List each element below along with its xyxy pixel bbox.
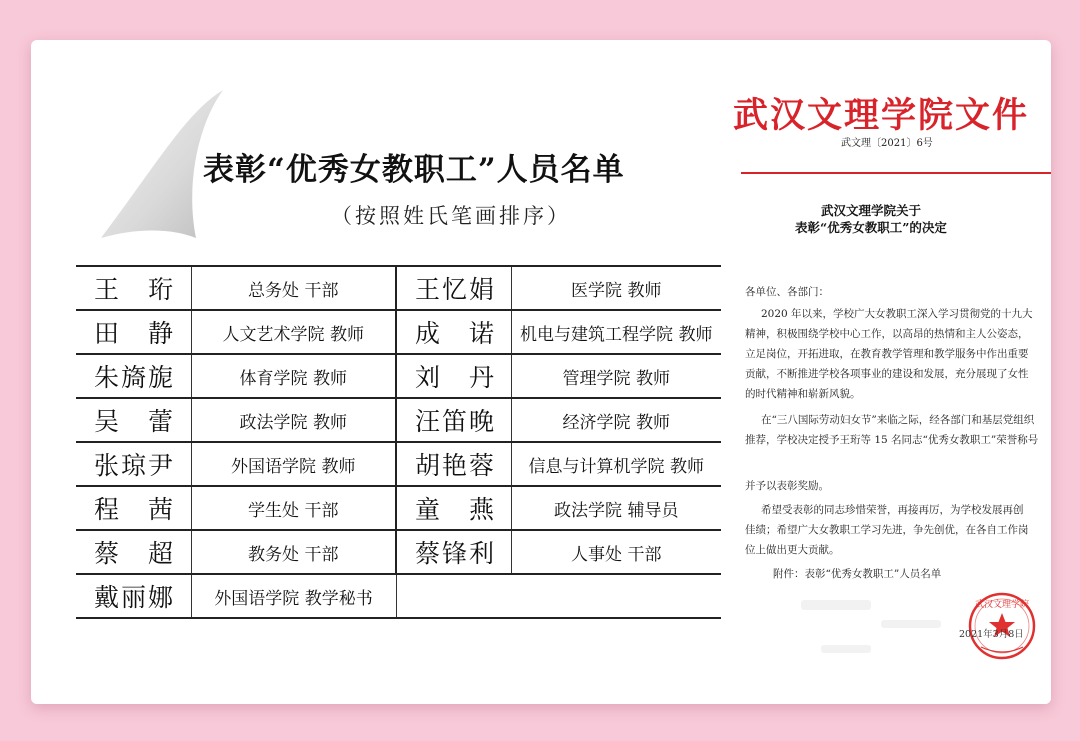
doc-para2-line: 在“三八国际劳动妇女节”来临之际，经各部门和基层党组织: [761, 414, 1035, 426]
scan-smudge: [801, 600, 871, 610]
table-row: [76, 398, 721, 442]
honoree-name: 蔡 超: [76, 530, 191, 574]
doc-heading: [741, 202, 1001, 236]
honoree-department: 人文艺术学院 教师: [191, 310, 396, 354]
doc-red-rule: [741, 172, 1051, 174]
honoree-department: 政法学院 教师: [191, 398, 396, 442]
honoree-department: 总务处 干部: [191, 266, 396, 310]
scan-smudge: [881, 620, 941, 628]
scan-smudge: [821, 645, 871, 653]
honoree-department: 经济学院 教师: [511, 398, 721, 442]
honoree-name: 吴 蕾: [76, 398, 191, 442]
doc-heading-line2: 表彰“优秀女教职工”的决定: [795, 220, 947, 235]
table-row: [76, 266, 721, 310]
doc-salutation: 各单位、各部门：: [745, 286, 829, 298]
honoree-name: 童 燕: [396, 486, 511, 530]
document-card: [31, 40, 1051, 704]
honoree-name: 王忆娟: [396, 266, 511, 310]
honoree-name: 朱旖旎: [76, 354, 191, 398]
doc-para3: 并予以表彰奖励。: [745, 480, 829, 492]
doc-para4-line: 佳绩；希望广大女教职工学习先进，争先创优，在各自工作岗: [745, 524, 1029, 536]
decision-document: [721, 60, 1051, 704]
honoree-department: 外国语学院 教学秘书: [191, 574, 396, 618]
honoree-name: 成 诺: [396, 310, 511, 354]
doc-date: 2021年3月8日: [959, 629, 1024, 640]
doc-para1-line: 的时代精神和崭新风貌。: [745, 388, 861, 400]
table-row: [76, 310, 721, 354]
honoree-name: 田 静: [76, 310, 191, 354]
honoree-department: 外国语学院 教师: [191, 442, 396, 486]
honoree-department: 体育学院 教师: [191, 354, 396, 398]
doc-para1-line: 立足岗位，开拓进取，在教育教学管理和教学服务中作出重要: [745, 348, 1029, 360]
honoree-department: 政法学院 辅导员: [511, 486, 721, 530]
honoree-department: 教务处 干部: [191, 530, 396, 574]
honoree-table: [76, 265, 721, 619]
honoree-name: 刘 丹: [396, 354, 511, 398]
table-row: [76, 442, 721, 486]
honoree-department: 信息与计算机学院 教师: [511, 442, 721, 486]
list-title: 表彰“优秀女教职工”人员名单: [203, 152, 625, 188]
honoree-department: 机电与建筑工程学院 教师: [511, 310, 721, 354]
doc-para4-line: 位上做出更大贡献。: [745, 544, 840, 556]
honoree-department: 医学院 教师: [511, 266, 721, 310]
honoree-department: 学生处 干部: [191, 486, 396, 530]
honoree-name: 汪笛晚: [396, 398, 511, 442]
doc-number: 武文理〔2021〕6号: [841, 138, 933, 149]
doc-para4-line: 希望受表彰的同志珍惜荣誉，再接再厉，为学校发展再创: [761, 504, 1024, 516]
honoree-department: 管理学院 教师: [511, 354, 721, 398]
empty-cell: [396, 574, 511, 618]
doc-attachment: 附件：表彰“优秀女教职工”人员名单: [773, 568, 942, 580]
honoree-name: 王 珩: [76, 266, 191, 310]
honoree-name: 张琼尹: [76, 442, 191, 486]
honoree-name: 戴丽娜: [76, 574, 191, 618]
table-row: [76, 354, 721, 398]
doc-header: 武汉文理学院文件: [733, 95, 1030, 136]
seal-lettering: 武汉文理学院: [974, 600, 1030, 610]
doc-para2-line: 推荐，学校决定授予王珩等 15 名同志“优秀女教职工”荣誉称号: [745, 434, 1039, 446]
honoree-name: 胡艳蓉: [396, 442, 511, 486]
table-row: [76, 486, 721, 530]
honoree-name: 程 茜: [76, 486, 191, 530]
honoree-department: 人事处 干部: [511, 530, 721, 574]
honoree-name: 蔡锋利: [396, 530, 511, 574]
doc-para1-line: 贡献，不断推进学校各项事业的建设和发展，充分展现了女性: [745, 368, 1029, 380]
doc-para1-line: 精神，积极围绕学校中心工作，以高昂的热情和主人公姿态，: [745, 328, 1029, 340]
doc-para1-line: 2020 年以来，学校广大女教职工深入学习贯彻党的十九大: [761, 308, 1033, 320]
doc-heading-line1: 武汉文理学院关于: [820, 203, 921, 218]
list-subtitle: （按照姓氏笔画排序）: [331, 204, 571, 228]
table-row: [76, 530, 721, 574]
empty-cell: [511, 574, 721, 618]
table-row: [76, 574, 721, 618]
